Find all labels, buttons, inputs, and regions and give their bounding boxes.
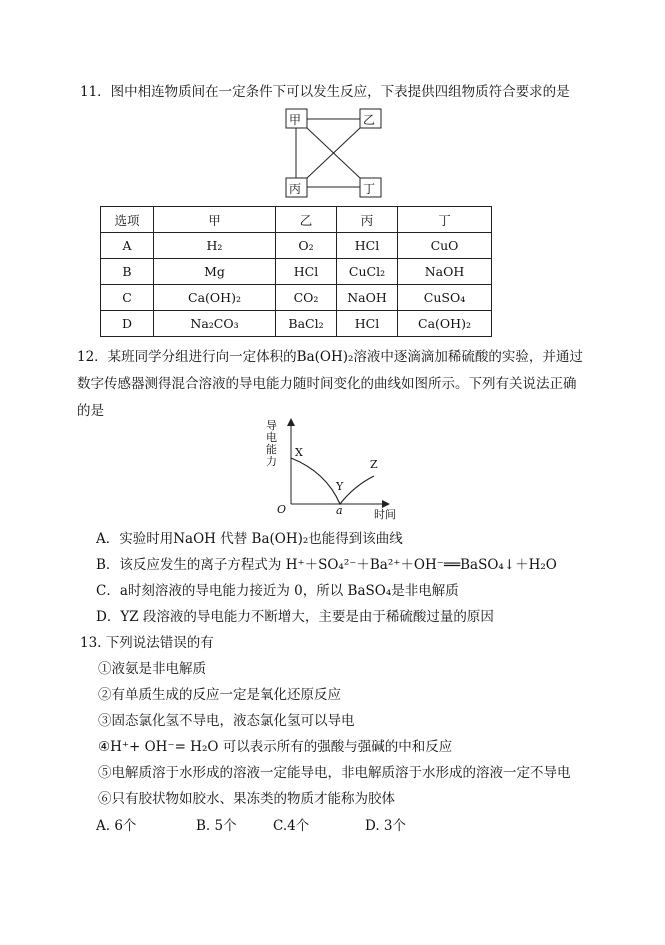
q13-answer-b: B. 5个	[196, 818, 237, 834]
table-row	[101, 233, 492, 259]
q13-stem: 13. 下列说法错误的有	[80, 635, 214, 651]
table-cell: Ca(OH)₂	[154, 285, 276, 311]
table-header: 丁	[398, 207, 492, 233]
table-row	[101, 311, 492, 337]
q13-statement: ③固态氯化氢不导电，液态氯化氢可以导电	[98, 713, 355, 729]
q13-statement: ⑤电解质溶于水形成的溶液一定能导电，非电解质溶于水形成的溶液一定不导电	[98, 765, 571, 781]
table-cell: CuCl₂	[337, 259, 398, 285]
q13-answer-d: D. 3个	[365, 818, 407, 834]
table-cell: Ca(OH)₂	[398, 311, 492, 337]
table-cell: CuSO₄	[398, 285, 492, 311]
q11-stem: 11．图中相连物质间在一定条件下可以发生反应，下表提供四组物质符合要求的是	[80, 84, 570, 100]
table-header: 丙	[337, 207, 398, 233]
table-cell: NaOH	[337, 285, 398, 311]
table-cell: A	[101, 233, 154, 259]
q13-statement: ④H⁺+ OH⁻= H₂O 可以表示所有的强酸与强碱的中和反应	[98, 739, 453, 755]
table-cell: H₂	[154, 233, 276, 259]
point-y-label: Y	[336, 480, 344, 493]
table-cell: O₂	[276, 233, 337, 259]
q12-stem-line1: 12．某班同学分组进行向一定体积的Ba(OH)₂溶液中逐滴滴加稀硫酸的实验，并通过	[77, 349, 583, 365]
table-header: 乙	[276, 207, 337, 233]
node-ding: 丁	[363, 182, 376, 196]
table-cell: C	[101, 285, 154, 311]
table-cell: D	[101, 311, 154, 337]
q12-option-b: B．该反应发生的离子方程式为 H⁺＋SO₄²⁻＋Ba²⁺＋OH⁻══BaSO₄↓＋H₂O	[96, 557, 557, 573]
q12-option-a: A．实验时用NaOH 代替 Ba(OH)₂也能得到该曲线	[96, 531, 403, 547]
table-cell: NaOH	[398, 259, 492, 285]
point-z-label: Z	[370, 458, 378, 471]
origin-label: O	[277, 503, 287, 516]
table-header: 甲	[154, 207, 276, 233]
node-bing: 丙	[289, 182, 302, 196]
time-a-label: a	[336, 504, 343, 517]
q13-answer-a: A. 6个	[96, 818, 137, 834]
table-cell: HCl	[337, 311, 398, 337]
table-cell: CuO	[398, 233, 492, 259]
table-cell: HCl	[276, 259, 337, 285]
table-cell: B	[101, 259, 154, 285]
q12-stem-line2: 数字传感器测得混合溶液的导电能力随时间变化的曲线如图所示。下列有关说法正确	[77, 376, 577, 392]
reaction-diagram	[285, 106, 385, 198]
table-cell: Mg	[154, 259, 276, 285]
conductivity-curve	[291, 458, 374, 504]
table-cell: CO₂	[276, 285, 337, 311]
node-jia: 甲	[289, 113, 302, 127]
table-header: 选项	[101, 207, 154, 233]
q13-answer-c: C.4个	[273, 818, 310, 834]
conductivity-graph	[264, 418, 414, 520]
table-cell: Na₂CO₃	[154, 311, 276, 337]
q12-option-c: C．a时刻溶液的导电能力接近为 0，所以 BaSO₄是非电解质	[96, 583, 459, 599]
q13-statement: ⑥只有胶状物如胶水、果冻类的物质才能称为胶体	[98, 791, 395, 807]
table-cell: BaCl₂	[276, 311, 337, 337]
node-yi: 乙	[363, 113, 376, 127]
table-row	[101, 285, 492, 311]
point-x-label: X	[295, 446, 303, 459]
table-row	[101, 259, 492, 285]
q12-stem-line3: 的是	[77, 403, 104, 419]
y-axis-label: 导电能力	[266, 419, 277, 468]
q13-statement: ②有单质生成的反应一定是氧化还原反应	[98, 687, 341, 703]
x-axis-label: 时间	[374, 508, 396, 521]
q13-statement: ①液氨是非电解质	[98, 661, 206, 677]
options-table	[100, 206, 492, 337]
q12-option-d: D．YZ 段溶液的导电能力不断增大，主要是由于稀硫酸过量的原因	[96, 609, 494, 625]
table-cell: HCl	[337, 233, 398, 259]
table-header-row	[101, 207, 492, 233]
